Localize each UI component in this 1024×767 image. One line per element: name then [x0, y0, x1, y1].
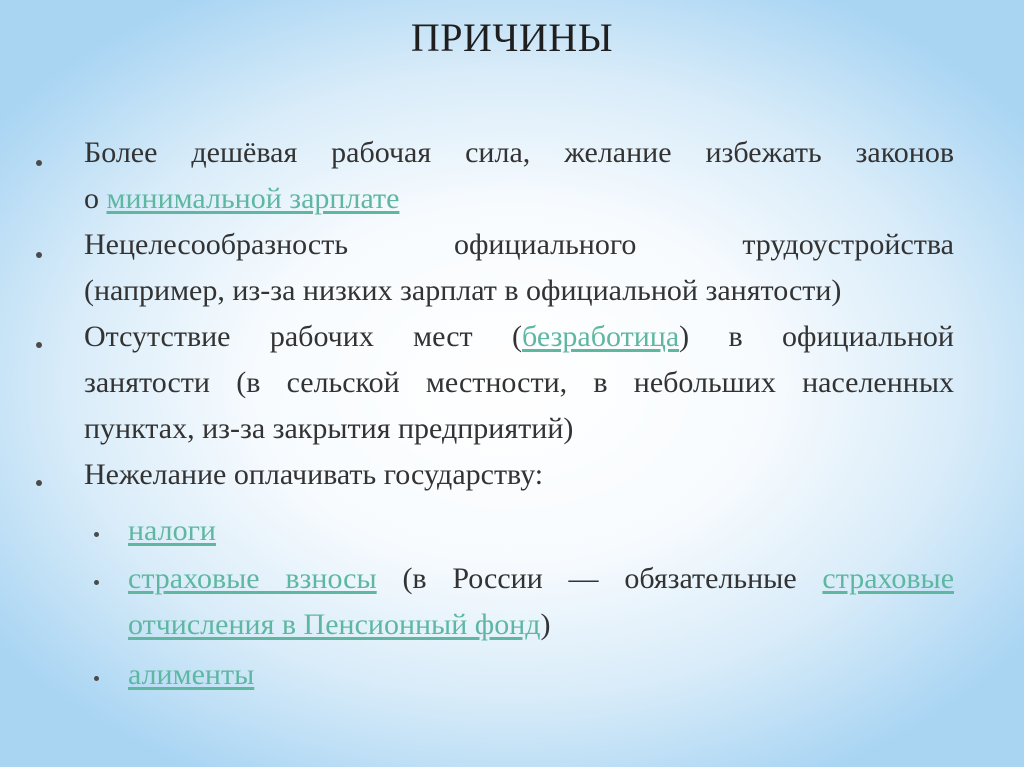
- bullet-dot: [36, 480, 42, 486]
- link-minimum-wage[interactable]: минимальной зарплате: [106, 182, 400, 215]
- link-alimony[interactable]: алименты: [128, 658, 255, 691]
- sub-item-2-suffix: ): [540, 608, 551, 641]
- link-unemployment[interactable]: безработица: [522, 320, 680, 353]
- item-1-line-2-prefix: о: [84, 182, 107, 215]
- item-3-line-2: занятости (в сельской местности, в небольших населенных: [84, 366, 954, 399]
- list-item: [84, 130, 954, 222]
- bullet-dot: [36, 342, 42, 348]
- link-insurance-contributions[interactable]: страховые взносы: [128, 562, 377, 595]
- item-4-line-1: Нежелание оплачивать государству:: [84, 458, 544, 491]
- item-3-line-1-prefix: Отсутствие рабочих мест (: [84, 320, 523, 353]
- list-item: [84, 222, 954, 314]
- slide-title: ПРИЧИНЫ: [410, 15, 614, 60]
- sub-list-item: [128, 652, 954, 698]
- link-insurance-deductions-part-1[interactable]: страховые: [822, 562, 955, 595]
- bullet-dot: [36, 160, 42, 166]
- sub-list-item: [128, 508, 954, 554]
- link-taxes[interactable]: налоги: [128, 514, 216, 547]
- bullet-dot: [36, 252, 42, 258]
- link-insurance-deductions-part-2[interactable]: отчисления в Пенсионный фонд: [128, 608, 541, 641]
- list-item: [84, 314, 954, 452]
- item-2-line-2: (например, из-за низких зарплат в официальной занятости): [84, 274, 842, 307]
- sub-item-2-middle: (в России — обязательные: [376, 562, 823, 595]
- sub-list-item: [128, 556, 954, 648]
- sub-bullet-dot: [94, 580, 99, 585]
- item-3-line-3: пунктах, из-за закрытия предприятий): [84, 412, 574, 445]
- list-item: [84, 452, 954, 498]
- item-1-line-1: Более дешёвая рабочая сила, желание избежать законов: [84, 136, 954, 169]
- sub-bullet-dot: [94, 676, 99, 681]
- item-2-line-1: Нецелесообразность официального трудоустройства: [84, 228, 954, 261]
- sub-bullet-dot: [94, 532, 99, 537]
- item-3-line-1-suffix: ) в официальной: [679, 320, 954, 353]
